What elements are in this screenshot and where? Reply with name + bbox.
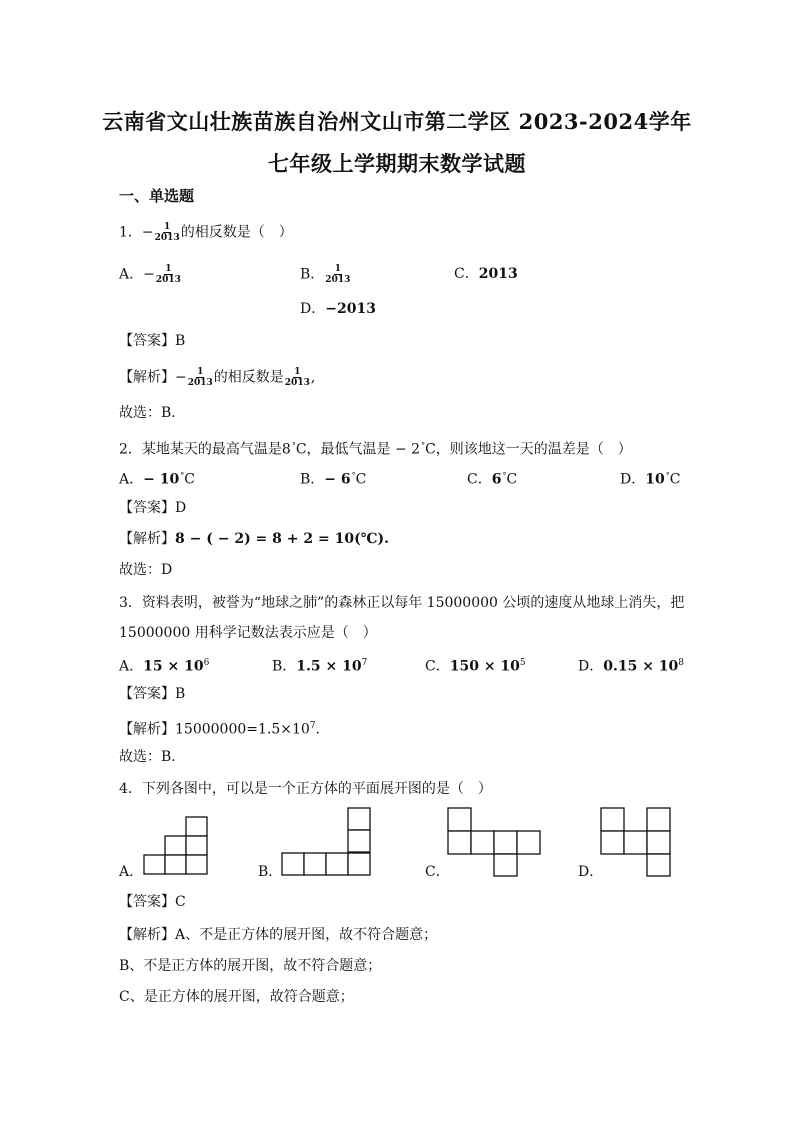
fraction: $\frac{1}{2013}$ — [284, 367, 310, 388]
q2-option-b: B．− 6°C — [300, 471, 367, 488]
q2-answer: 【答案】D — [119, 500, 187, 516]
cube-net-c — [446, 806, 546, 878]
section-heading: 一、单选题 — [119, 187, 195, 205]
q4-analysis-c: C、是正方体的展开图，故符合题意； — [119, 989, 354, 1005]
q3-option-a: A．$15 \times 10^6$ — [119, 658, 210, 675]
q1-option-b: B． $\frac{1}{2013}$ — [300, 264, 351, 285]
question-3-line1: 3．资料表明，被誉为“地球之肺”的森林正以每年 15000000 公顷的速度从地球上消失，把 — [119, 595, 685, 611]
q4-option-a-label: A． — [119, 864, 144, 880]
fraction: $\frac{1}{2013}$ — [154, 222, 180, 243]
q4-analysis-a: 【解析】A、不是正方体的展开图，故不符合题意； — [119, 927, 438, 943]
q1-option-a: A．− $\frac{1}{2013}$ — [119, 264, 181, 285]
q1-option-d: D．−2013 — [300, 301, 376, 317]
question-4: 4．下列各图中，可以是一个正方体的平面展开图的是（ ） — [119, 781, 492, 797]
fraction: $\frac{1}{2013}$ — [187, 367, 213, 388]
fraction: $\frac{1}{2013}$ — [325, 264, 351, 285]
q2-choose: 故选：D — [119, 562, 173, 578]
q4-option-d-label: D． — [578, 864, 604, 880]
q3-option-d: D．$0.15 \times 10^8$ — [578, 658, 685, 675]
q2-analysis: 【解析】8 − ( − 2) = 8 + 2 = 10(℃). — [119, 531, 389, 547]
q1-analysis: 【解析】− $\frac{1}{2013}$ 的相反数是 $\frac{1}{2013}$ , — [119, 367, 316, 388]
q1-option-c: C．2013 — [454, 266, 518, 282]
q2-option-c: C．6°C — [467, 471, 518, 488]
q2-option-a: A．− 10°C — [119, 471, 195, 488]
q4-analysis-b: B、不是正方体的展开图，故不符合题意； — [119, 958, 382, 974]
q1-answer: 【答案】B — [119, 333, 186, 349]
q3-option-c: C．$150 \times 10^5$ — [425, 658, 526, 675]
document-title-line2: 七年级上学期期末数学试题 — [268, 151, 526, 176]
cube-net-b — [281, 806, 373, 878]
question-1: 1．− $\frac{1}{2013}$ 的相反数是（ ） — [119, 222, 293, 243]
document-title-line1: 云南省文山壮族苗族自治州文山市第二学区 2023-2024学年 — [102, 109, 692, 134]
question-3-line2: 15000000 用科学记数法表示应是（ ） — [119, 625, 377, 641]
q4-option-c-label: C． — [425, 864, 450, 880]
q4-option-b-label: B． — [258, 864, 283, 880]
question-2: 2．某地某天的最高气温是8°C，最低气温是 − 2°C，则该地这一天的温差是（ ） — [119, 441, 632, 458]
cube-net-a — [142, 815, 210, 879]
q3-answer: 【答案】B — [119, 686, 186, 702]
q1-choose: 故选：B． — [119, 405, 186, 421]
fraction: $\frac{1}{2013}$ — [155, 264, 181, 285]
cube-net-d — [599, 806, 673, 878]
q4-answer: 【答案】C — [119, 894, 186, 910]
q3-analysis: 【解析】$15000000=1.5\times 10^7$. — [119, 721, 320, 738]
q3-option-b: B．$1.5 \times 10^7$ — [272, 658, 368, 675]
q3-choose: 故选：B． — [119, 749, 186, 765]
q2-option-d: D．10°C — [620, 471, 681, 488]
